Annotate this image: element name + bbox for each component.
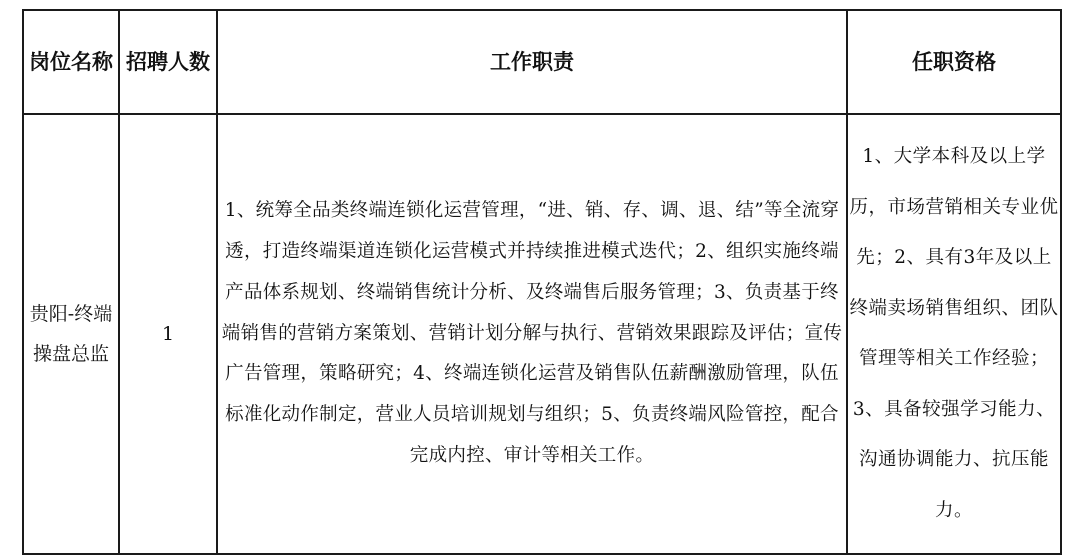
header-job-duties: 工作职责	[217, 10, 847, 114]
qualifications-cell: 1、大学本科及以上学历，市场营销相关专业优先；2、具有3年及以上终端卖场销售组织、团队管理等相关工作经验；3、具备较强学习能力、沟通协调能力、抗压能力。	[847, 114, 1061, 554]
header-headcount: 招聘人数	[119, 10, 217, 114]
job-duties-cell: 1、统筹全品类终端连锁化运营管理，“进、销、存、调、退、结”等全流穿透，打造终端渠道连锁化运营模式并持续推进模式迭代；2、组织实施终端产品体系规划、终端销售统计分析、及终端售后服务管理；3、负责基于终端销售的营销方案策划、营销计划分解与执行、营销效果跟踪及评估；宣传广告管理，策略研究；4、终端连锁化运营及销售队伍薪酬激励管理，队伍标准化动作制定，营业人员培训规划与组织；5、负责终端风险管控，配合完成内控、审计等相关工作。	[217, 114, 847, 554]
job-posting-table	[22, 9, 1062, 555]
headcount-cell: 1	[119, 114, 217, 554]
header-job-title: 岗位名称	[23, 10, 119, 114]
header-qualifications: 任职资格	[847, 10, 1061, 114]
table-row	[23, 114, 1061, 554]
table-header-row	[23, 10, 1061, 114]
job-title-cell: 贵阳-终端操盘总监	[23, 114, 119, 554]
